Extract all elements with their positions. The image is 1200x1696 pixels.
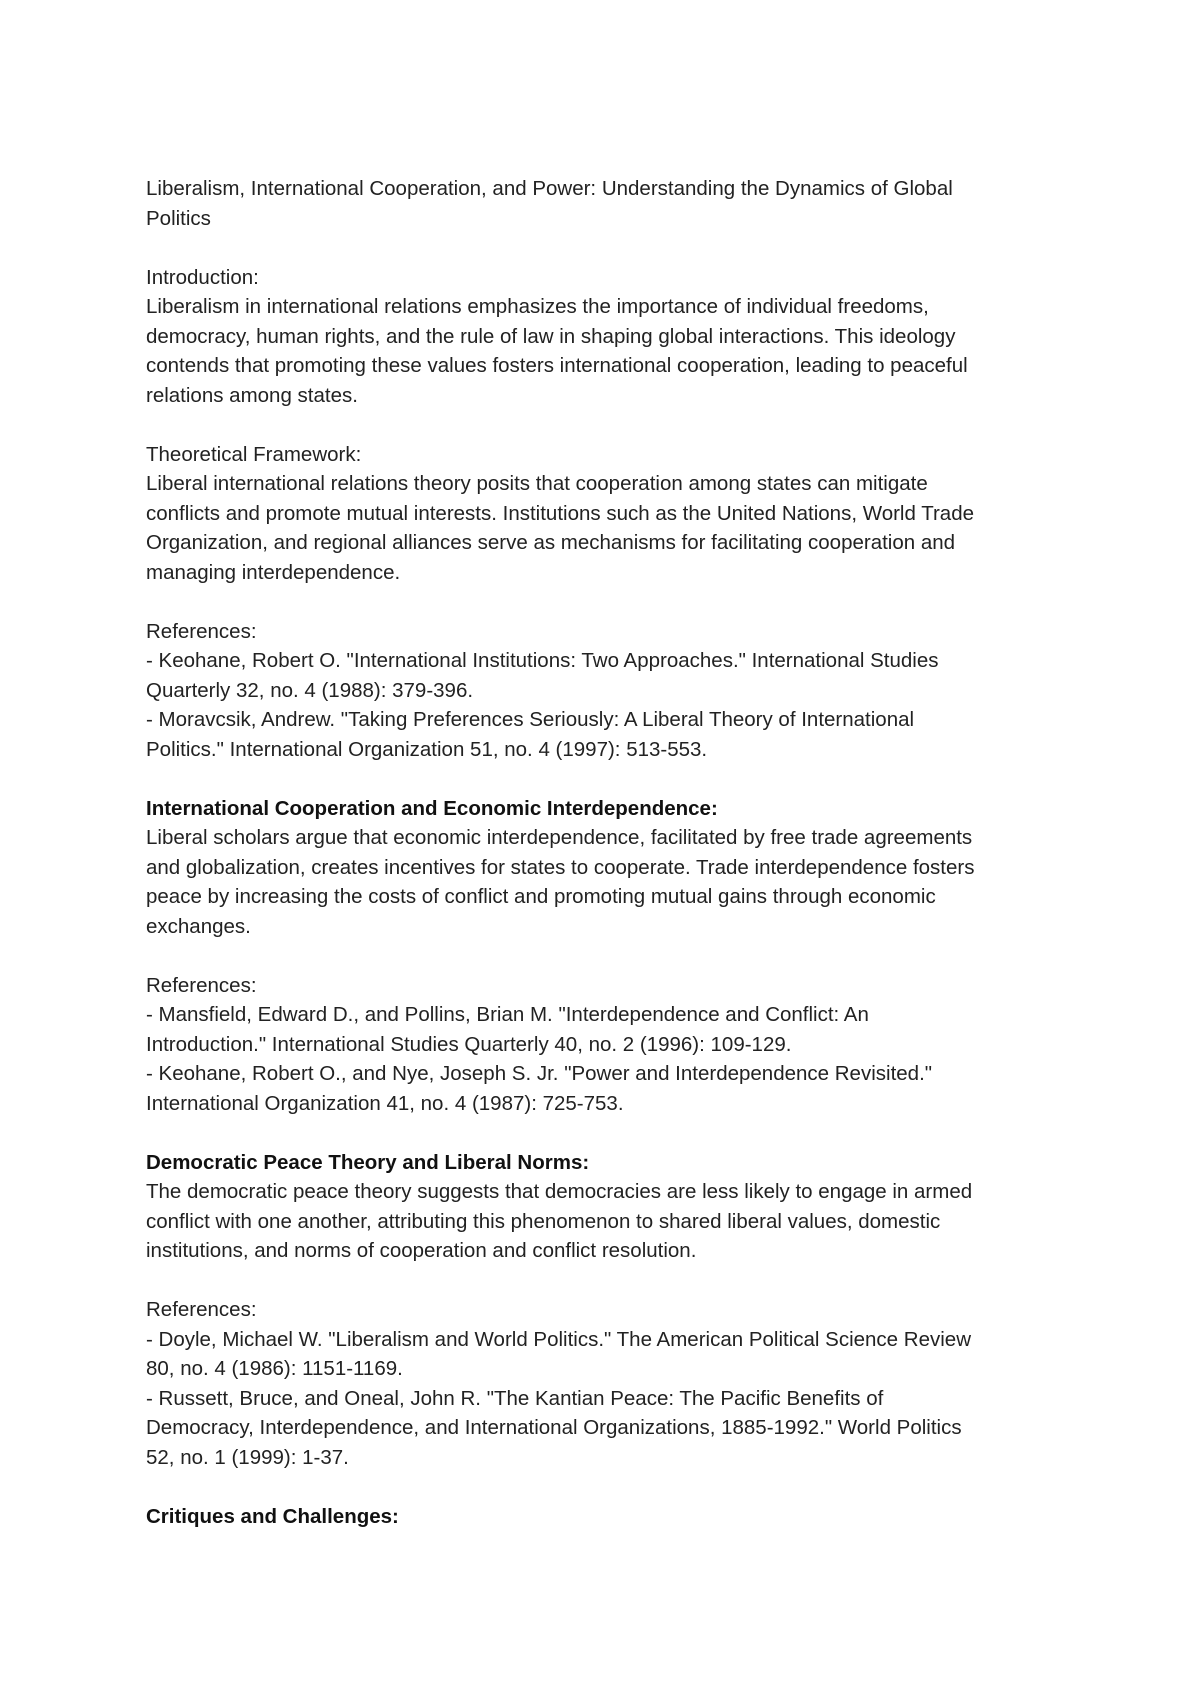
critiques-section bbox=[146, 1502, 1066, 1532]
body-line: and globalization, creates incentives for states to cooperate. Trade interdependence fosters bbox=[146, 855, 975, 879]
section-heading: Introduction: bbox=[146, 265, 259, 289]
body-line: Organization, and regional alliances serve as mechanisms for facilitating cooperation and bbox=[146, 531, 956, 554]
reference-line: - Russett, Bruce, and Oneal, John R. "The Kantian Peace: The Pacific Benefits of bbox=[146, 1386, 884, 1410]
references-heading: References: bbox=[146, 973, 257, 997]
section-heading: Theoretical Framework: bbox=[146, 442, 362, 466]
democratic-peace-section bbox=[146, 1148, 1066, 1266]
introduction-section bbox=[146, 263, 1066, 411]
body-line: conflict with one another, attributing this phenomenon to shared liberal values, domestic bbox=[146, 1209, 941, 1233]
title-line: Liberalism, International Cooperation, and Power: Understanding the Dynamics of Global bbox=[146, 177, 953, 200]
reference-line: International Organization 41, no. 4 (1987): 725-753. bbox=[146, 1091, 624, 1115]
body-line: Liberal scholars argue that economic interdependence, facilitated by free trade agreements bbox=[146, 826, 973, 849]
body-line: institutions, and norms of cooperation and conflict resolution. bbox=[146, 1239, 697, 1262]
body-line: contends that promoting these values fosters international cooperation, leading to peaceful bbox=[146, 354, 968, 377]
section-heading-bold: Critiques and Challenges: bbox=[146, 1504, 399, 1528]
document-page bbox=[146, 174, 1066, 1531]
title-line: Politics bbox=[146, 206, 211, 230]
references-section bbox=[146, 971, 1066, 1119]
reference-line: - Keohane, Robert O. "International Institutions: Two Approaches." International Studies bbox=[146, 649, 939, 672]
reference-line: 52, no. 1 (1999): 1-37. bbox=[146, 1445, 349, 1469]
references-heading: References: bbox=[146, 1298, 257, 1321]
reference-line: Democracy, Interdependence, and International Organizations, 1885-1992." World Politics bbox=[146, 1416, 962, 1439]
reference-line: Quarterly 32, no. 4 (1988): 379-396. bbox=[146, 678, 474, 702]
body-line: Liberalism in international relations emphasizes the importance of individual freedoms, bbox=[146, 295, 929, 318]
reference-line: Introduction." International Studies Quarterly 40, no. 2 (1996): 109-129. bbox=[146, 1032, 792, 1056]
body-line: exchanges. bbox=[146, 914, 251, 938]
section-heading-bold: Democratic Peace Theory and Liberal Norms: bbox=[146, 1150, 590, 1174]
body-line: conflicts and promote mutual interests. Institutions such as the United Nations, World Trade bbox=[146, 501, 974, 525]
reference-line: 80, no. 4 (1986): 1151-1169. bbox=[146, 1357, 403, 1380]
body-line: The democratic peace theory suggests that democracies are less likely to engage in armed bbox=[146, 1180, 973, 1203]
cooperation-section bbox=[146, 794, 1066, 942]
references-section bbox=[146, 1295, 1066, 1472]
reference-line: Politics." International Organization 51, no. 4 (1997): 513-553. bbox=[146, 737, 708, 761]
reference-line: - Doyle, Michael W. "Liberalism and World Politics." The American Political Science Review bbox=[146, 1327, 971, 1351]
body-line: relations among states. bbox=[146, 383, 358, 407]
framework-section bbox=[146, 440, 1066, 588]
body-line: democracy, human rights, and the rule of law in shaping global interactions. This ideology bbox=[146, 324, 956, 348]
reference-line: - Keohane, Robert O., and Nye, Joseph S. Jr. "Power and Interdependence Revisited." bbox=[146, 1062, 933, 1085]
body-line: managing interdependence. bbox=[146, 560, 401, 584]
references-section bbox=[146, 617, 1066, 765]
document-title bbox=[146, 174, 1066, 233]
reference-line: - Moravcsik, Andrew. "Taking Preferences Seriously: A Liberal Theory of International bbox=[146, 708, 915, 731]
body-line: peace by increasing the costs of conflict and promoting mutual gains through economic bbox=[146, 885, 936, 908]
section-heading-bold: International Cooperation and Economic Interdependence: bbox=[146, 796, 718, 820]
references-heading: References: bbox=[146, 619, 257, 643]
body-line: Liberal international relations theory posits that cooperation among states can mitigate bbox=[146, 472, 928, 495]
reference-line: - Mansfield, Edward D., and Pollins, Brian M. "Interdependence and Conflict: An bbox=[146, 1003, 869, 1026]
